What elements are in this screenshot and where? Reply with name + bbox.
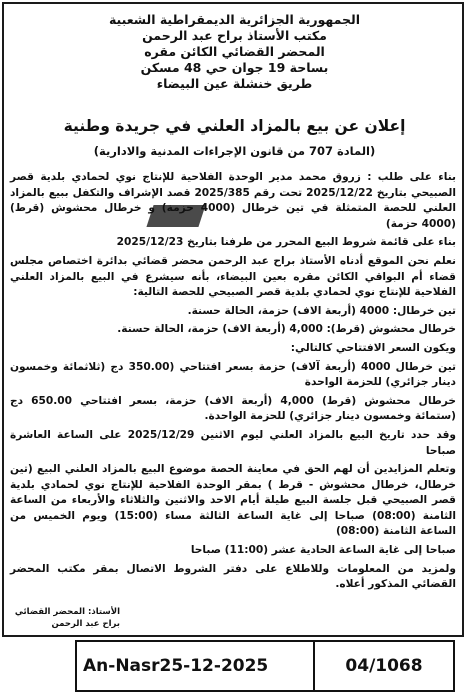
header-line-office: مكتب الأستاذ براح عبد الرحمن: [142, 28, 327, 43]
paragraph-price-intro: ويكون السعر الافتتاحي كالتالي:: [290, 341, 456, 354]
header-line-bailiff: المحضر القضائي الكائن مقره: [144, 44, 325, 59]
office-header: [0, 12, 469, 92]
notice-body: [10, 170, 456, 596]
notice-title: إعلان عن بيع بالمزاد العلني في جريدة وطنية: [63, 117, 406, 135]
paragraph-sale-date: وقد حدد تاريخ البيع بالمزاد العلني ليوم الاثنين 2025/12/29 على الساعة العاشرة صباحا: [10, 428, 456, 457]
paragraph-announcement: نعلم نحن الموقع أدناه الأستاذ براح عبد الرحمن محضر قضائي بدائرة اختصاص مجلس قضاء أم البواقي الكائن مقره بعين البيضاء، بأنه سيشرع في البيع بالمزاد العلني الفلاحية للإنتاج نوي لحمادي بلدية قصر الصبيحي للحصة التالية:: [10, 254, 456, 299]
signature-block: [10, 606, 120, 630]
paragraph-contact: ولمزيد من المعلومات وللاطلاع على دفتر الشروط الاتصال بمقر مكتب المحضر القضائي المذكور أعلاه.: [10, 562, 456, 591]
paragraph-item-1: تين خرطال: 4000 (أربعة الاف) حزمة، الحالة حسنة.: [187, 304, 456, 317]
paragraph-price-2: خرطال محشوش (قرط) 4,000 (أربعة الاف) حزمة، بسعر افتتاحي 650.00 دج (ستمائة وخمسون دينار جزائري) للحزمة الواحدة.: [10, 394, 456, 423]
publication-ref: 04/1068: [345, 656, 423, 676]
paragraph-conditions: بناء على قائمة شروط البيع المحرر من طرفنا بتاريخ 2025/12/23: [116, 236, 456, 249]
header-line-republic: الجمهورية الجزائرية الديمقراطية الشعبية: [108, 12, 361, 27]
header-line-address: بساحة 19 جوان حي 48 مسكن: [140, 60, 329, 75]
signature-line-name: براح عبد الرحمن: [51, 619, 120, 629]
publication-footer: [75, 640, 455, 692]
header-line-road: طريق خنشلة عين البيضاء: [156, 76, 313, 91]
paragraph-inspection: وتعلم المزايدين أن لهم الحق في معاينة الحصة موضوع البيع بالمزاد العلني البيع (تين خرطال، خرطال محشوش - قرط ) بمقر الوحدة الفلاحية للإنتاج نوي لحمادي بلدية قصر الصبيحي قبل جلسة البيع طيلة أيام الاحد والاثنين والثلاثاء والأربعاء من الساعة الثامنة (08:00) صباحا إلى غاية الساعة الثالثة مساء (15:00) ويوم الخميس من الساعة الثامنة (08:00): [10, 463, 456, 538]
paragraph-price-1: تين خرطال 4000 (أربعة آلاف) حزمة بسعر افتتاحي (350.00 دج (ثلاثمائة وخمسون دينار جزائري) للحزمة الواحدة: [10, 360, 456, 389]
paragraph-hours: صباحا إلى غاية الساعة الحادية عشر (11:00) صباحا: [190, 544, 456, 557]
publication-label: An-Nasr25-12-2025: [77, 642, 315, 690]
signature-line-title: الأستاذ: المحضر القضائي: [14, 607, 120, 617]
notice-subtitle: (المادة 707 من قانون الإجراءات المدنية والادارية): [93, 144, 376, 158]
paragraph-item-2: خرطال محشوش (قرط): 4,000 (أربعة الاف) حزمة، الحالة حسنة.: [117, 323, 456, 336]
paragraph-request: بناء على طلب : زروق محمد مدير الوحدة الفلاحية للإنتاج نوي لحمادي بلدية قصر الصبيحي بتاريخ 2025/12/22 تحت رقم 2025/385 قصد الإشراف والتكفل ببيع بالمزاد العلني للحصة المتمثلة في تين خرطال (4000 حزمة) و خرطال محشوش (قرط) (4000 حزمة): [10, 171, 456, 230]
